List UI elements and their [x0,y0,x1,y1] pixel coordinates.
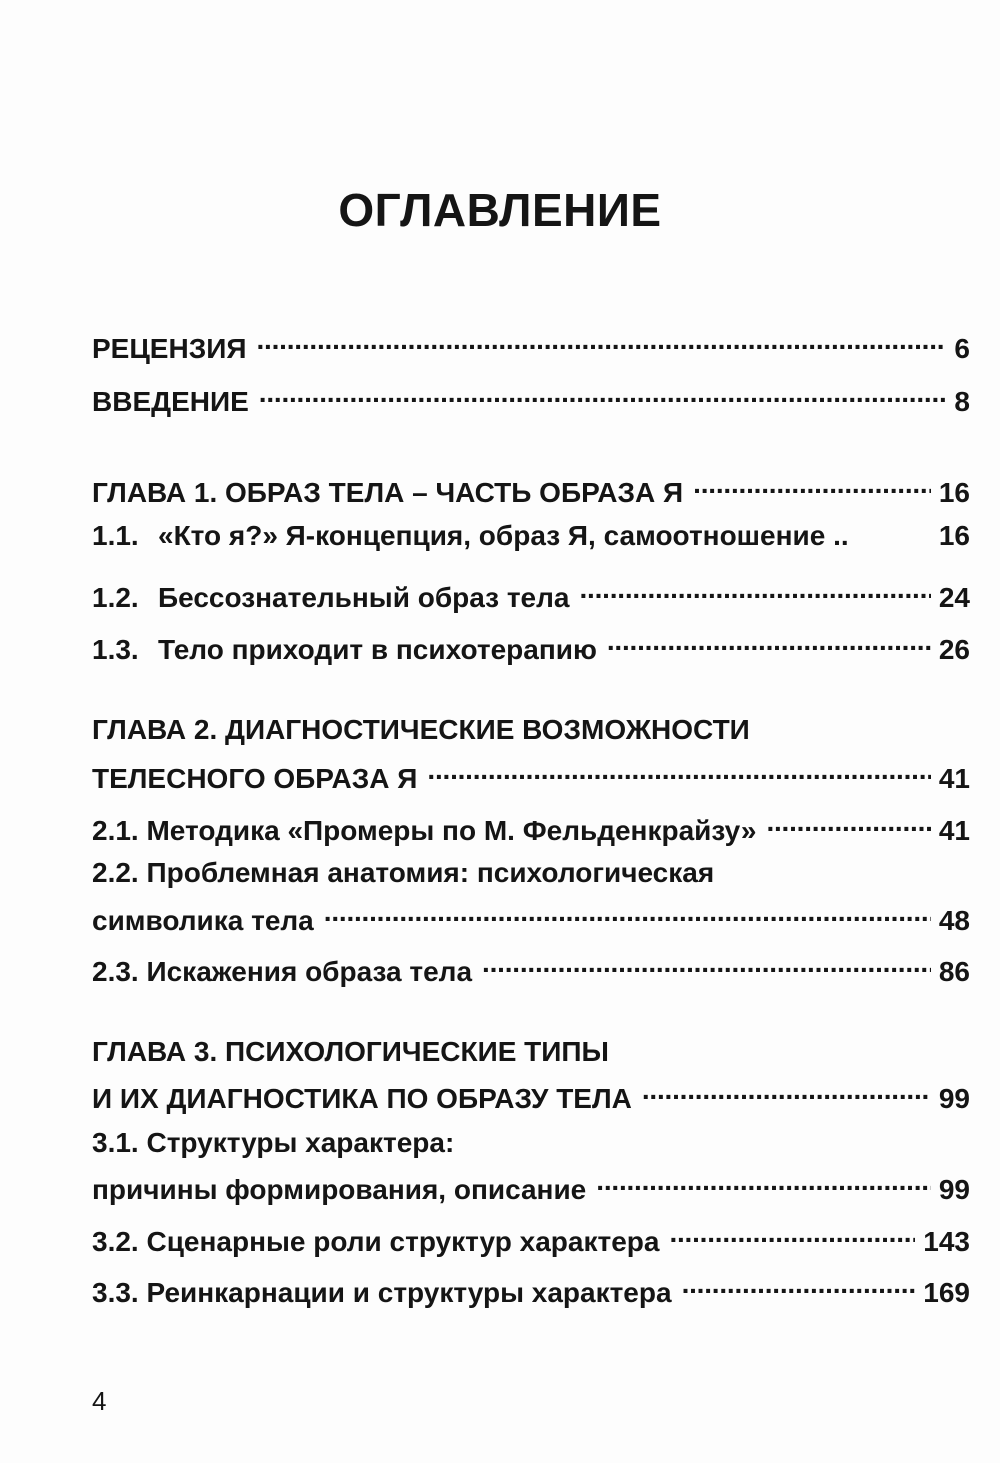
toc-section-number: 1.1. [92,520,139,551]
toc-entry-2-2 [92,894,970,939]
toc-page-number: 6 [954,333,970,364]
leader-dots [766,804,930,840]
leader-dots [669,1215,915,1251]
toc-entry-chapter-1 [92,466,970,511]
toc-entry-label: 2.3. Искажения образа тела [92,956,473,987]
toc-entry-3-2 [92,1215,970,1260]
toc-page-number: 41 [938,815,970,846]
toc-page-number: 16 [938,477,970,508]
toc-section-number: 1.2. [92,582,139,613]
toc-page-number: 24 [938,582,970,613]
toc-entry-label: ГЛАВА 1. ОБРАЗ ТЕЛА – ЧАСТЬ ОБРАЗА Я [92,477,684,508]
toc-entry-3-1-line1 [92,1125,454,1161]
toc-entry-label: «Кто я?» Я-концепция, образ Я, самоотношение .. [158,520,849,551]
leader-dots [324,894,931,930]
page-folio-number: 4 [92,1386,107,1416]
leader-dots [257,322,947,358]
toc-section-number: 1.3. [92,634,139,665]
leader-dots [427,752,930,788]
toc-page-number: 26 [938,634,970,665]
toc-entry-2-3 [92,945,970,990]
toc-entry-label: Бессознательный образ тела [158,582,570,613]
toc-page-number: 16 [938,520,970,551]
toc-entry-label: 3.1. Структуры характера: [92,1127,455,1158]
toc-entry-label: символика тела [92,905,314,936]
toc-entry-label: 3.2. Сценарные роли структур характера [92,1226,660,1257]
toc-entry-label: ГЛАВА 2. ДИАГНОСТИЧЕСКИЕ ВОЗМОЖНОСТИ [92,714,750,745]
toc-page-number: 48 [938,905,970,936]
toc-entry-chapter-2 [92,752,970,797]
toc-entry-label: Тело приходит в психотерапию [158,634,597,665]
toc-entry-label: причины формирования, описание [92,1174,587,1205]
toc-entry-chapter-3 [92,1072,970,1117]
page-title: ОГЛАВЛЕНИЕ [338,184,662,236]
toc-entry-chapter-2-line1 [92,712,750,748]
toc-entry-2-2-line1 [92,855,714,891]
leader-dots [259,375,947,411]
leader-dots [482,945,931,981]
toc-entry-label: 3.3. Реинкарнации и структуры характера [92,1277,672,1308]
toc-entry-label: ТЕЛЕСНОГО ОБРАЗА Я [92,763,418,794]
toc-entry-label: 2.2. Проблемная анатомия: психологическая [92,857,715,888]
toc-entry-2-1 [92,804,970,849]
toc-page-number: 8 [954,386,970,417]
toc-page-number: 41 [938,763,970,794]
toc-entry-label: И ИХ ДИАГНОСТИКА ПО ОБРАЗУ ТЕЛА [92,1083,632,1114]
toc-entry-3-1 [92,1163,970,1208]
leader-dots [693,466,931,502]
leader-dots [579,571,930,607]
toc-entry-1-2 [92,571,970,616]
toc-page-number: 99 [938,1083,970,1114]
toc-entry-3-3 [92,1266,970,1311]
leader-dots [682,1266,916,1302]
toc-entry-label: РЕЦЕНЗИЯ [92,333,247,364]
toc-page-number: 143 [923,1226,970,1257]
leader-dots [607,623,931,659]
toc-entry-review [92,322,970,367]
toc-page-number: 86 [938,956,970,987]
toc-entry-label: ВВЕДЕНИЕ [92,386,249,417]
toc-entry-chapter-3-line1 [92,1034,609,1070]
leader-dots [642,1072,931,1108]
toc-entry-1-1 [92,518,970,554]
toc-entry-label: ГЛАВА 3. ПСИХОЛОГИЧЕСКИЕ ТИПЫ [92,1036,609,1067]
toc-page-number: 99 [938,1174,970,1205]
leader-dots [596,1163,931,1199]
toc-page-number: 169 [923,1277,970,1308]
toc-entry-1-3 [92,623,970,668]
toc-entry-introduction [92,375,970,420]
toc-entry-label: 2.1. Методика «Промеры по М. Фельденкрайзу» [92,815,757,846]
